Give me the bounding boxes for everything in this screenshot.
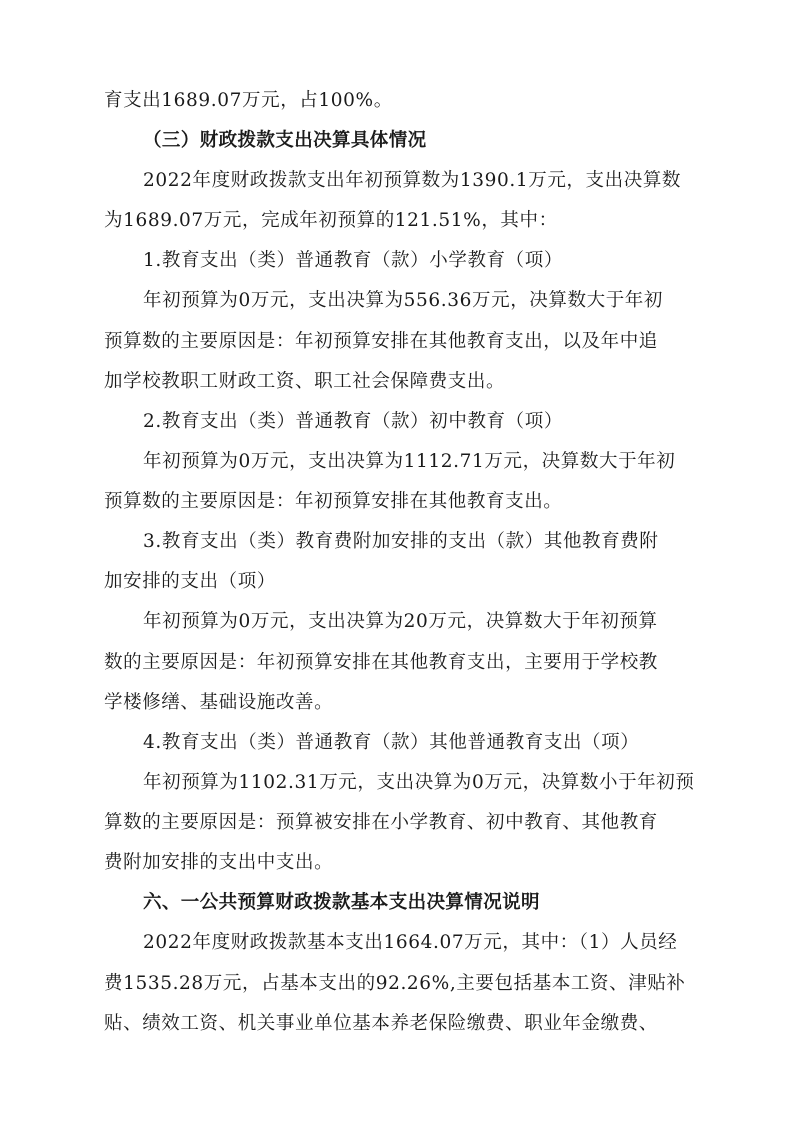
- paragraph-line: 数的主要原因是：年初预算安排在其他教育支出，主要用于学校教: [104, 652, 658, 673]
- paragraph-line: 年初预算为0万元，支出决算为556.36万元，决算数大于年初: [143, 290, 664, 311]
- paragraph-line: 年初预算为0万元，支出决算为20万元，决算数大于年初预算: [143, 611, 658, 632]
- paragraph-line: 为1689.07万元，完成年初预算的121.51%，其中：: [104, 210, 558, 231]
- paragraph-line: 年初预算为0万元，支出决算为1112.71万元，决算数大于年初: [143, 451, 676, 472]
- paragraph-line: 2022年度财政拨款基本支出1664.07万元，其中：（1）人员经: [143, 932, 678, 953]
- paragraph-line: 年初预算为1102.31万元，支出决算为0万元，决算数小于年初预: [143, 772, 695, 793]
- item-heading: 4.教育支出（类）普通教育（款）其他普通教育支出（项）: [143, 732, 640, 753]
- paragraph-line: 贴、绩效工资、机关事业单位基本养老保险缴费、职业年金缴费、: [104, 1013, 658, 1034]
- paragraph-line: 2022年度财政拨款支出年初预算数为1390.1万元，支出决算数: [143, 170, 682, 191]
- paragraph-line: 预算数的主要原因是：年初预算安排在其他教育支出。: [104, 491, 563, 512]
- paragraph-line: 学楼修缮、基础设施改善。: [104, 692, 334, 713]
- item-heading: 2.教育支出（类）普通教育（款）初中教育（项）: [143, 411, 563, 432]
- item-heading: 1.教育支出（类）普通教育（款）小学教育（项）: [143, 250, 563, 271]
- paragraph-line: 费1535.28万元，占基本支出的92.26%,主要包括基本工资、津贴补: [104, 973, 686, 994]
- paragraph-line: 加学校教职工财政工资、职工社会保障费支出。: [104, 371, 506, 392]
- paragraph-line: 算数的主要原因是：预算被安排在小学教育、初中教育、其他教育: [104, 812, 658, 833]
- paragraph-line: 育支出1689.07万元，占100%。: [104, 90, 393, 111]
- paragraph-line: 预算数的主要原因是：年初预算安排在其他教育支出，以及年中追: [104, 331, 658, 352]
- item-heading-continuation: 加安排的支出（项）: [104, 571, 276, 592]
- section-heading: （三）财政拨款支出决算具体情况: [143, 130, 427, 151]
- item-heading: 3.教育支出（类）教育费附加安排的支出（款）其他教育费附: [143, 531, 659, 552]
- paragraph-line: 费附加安排的支出中支出。: [104, 852, 334, 873]
- section-heading: 六、一公共预算财政拨款基本支出决算情况说明: [143, 892, 540, 913]
